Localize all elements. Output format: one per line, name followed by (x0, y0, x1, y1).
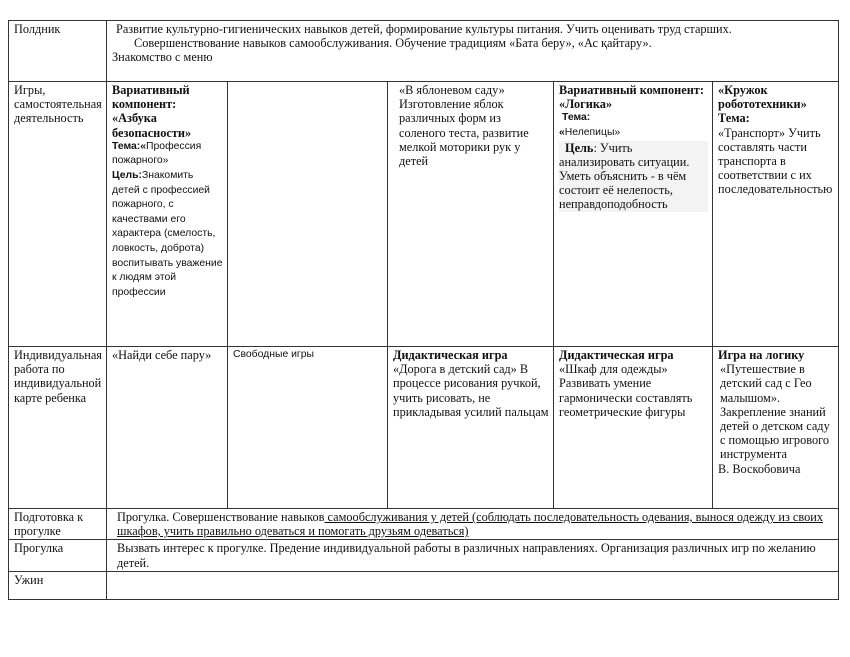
games-col-1-goal: Цель:Знакомить детей с профессией пожарного, с качествами его характера (смелость, ловкость, доброта) воспитывать уважение к людям этой профессии (112, 170, 223, 298)
games-col-4-theme-label: Тема: (562, 112, 591, 124)
games-col-1 (107, 82, 228, 347)
walk-content: Вызвать интерес к прогулке. Предение индивидуальной работы в различных направлениях. Организация различных игр по желанию детей. (107, 540, 839, 571)
row-label-walk: Прогулка (9, 540, 107, 571)
individual-col-4 (554, 347, 713, 509)
individual-col-3-text: «Дорога в детский сад» В процессе рисования ручкой, учить рисовать, не прикладывая усилий пальцам (393, 362, 549, 419)
row-label-prep: Подготовка к прогулке (9, 509, 107, 540)
games-col-1-title: Вариативный компонент: (112, 83, 190, 112)
individual-col-4-title: Дидактическая игра (559, 348, 674, 362)
individual-col-3-title: Дидактическая игра (393, 348, 508, 362)
poldnik-content (107, 21, 839, 82)
individual-col-5-author: В. Воскобовича (718, 461, 801, 476)
games-col-2 (228, 82, 388, 347)
games-col-5-text: «Транспорт» Учить составлять части транспорта в соответствии с их последовательностью (718, 125, 833, 197)
row-prep (9, 509, 839, 540)
prep-text-a: Прогулка. Совершенствование навыков (117, 510, 325, 524)
dinner-content (107, 571, 839, 599)
row-dinner (9, 571, 839, 599)
row-label-individual: Индивидуальная работа по индивидуальной карте ребенка (9, 347, 107, 509)
prep-content (107, 509, 839, 540)
games-col-4-title: Вариативный компонент: (559, 83, 704, 97)
row-poldnik (9, 21, 839, 82)
games-col-1-theme: Тема:«Профессия пожарного» (112, 140, 202, 167)
row-games (9, 82, 839, 347)
individual-col-5-text: «Путешествие в детский сад с Гео малышом». Закрепление знаний детей о детском саду с помощью игрового инструмента (720, 362, 830, 462)
row-walk (9, 540, 839, 571)
prep-text-b: самообслуживания у детей (соблюдать последовательность одевания, вынося одежду из своих шкафов, учить правильно одеваться и помогать друзьям одеваться) (117, 510, 823, 539)
games-col-4-subtitle: «Логика» (559, 97, 613, 112)
individual-col-4-text: «Шкаф для одежды» Развивать умение гармонически составлять геометрические фигуры (559, 362, 693, 419)
games-col-1-subtitle: «Азбука безопасности» (112, 111, 192, 140)
games-col-4-theme: «Нелепицы» (559, 127, 621, 138)
row-label-dinner: Ужин (9, 571, 107, 599)
games-col-5-title: «Кружок робототехники» (718, 83, 807, 112)
games-col-4 (554, 82, 713, 347)
individual-col-5-title: Игра на логику (718, 348, 805, 362)
row-label-games: Игры, самостоятельная деятельность (9, 82, 107, 347)
individual-col-5 (713, 347, 839, 509)
poldnik-line-3: Знакомство с меню (112, 50, 213, 65)
individual-col-3 (388, 347, 554, 509)
daily-plan-table (8, 20, 839, 600)
row-individual (9, 347, 839, 509)
games-col-5 (713, 82, 839, 347)
row-label-poldnik: Полдник (9, 21, 107, 82)
games-col-4-goal: Цель: Учить анализировать ситуации. Уметь объяснить - в чём состоит её нелепость, неправдоподобность (559, 141, 708, 212)
individual-col-1: «Найди себе пару» (107, 347, 228, 509)
poldnik-line-1: Развитие культурно-гигиенических навыков детей, формирование культуры питания. Учить оценивать труд старших. (116, 22, 732, 36)
individual-col-2: Свободные игры (228, 347, 388, 509)
poldnik-line-2: Совершенствование навыков самообслуживания. Обучение традициям «Бата беру», «Ас қайтару». (134, 36, 652, 51)
games-col-3: «В яблоневом саду» Изготовление яблок различных форм из соленого теста, развитие мелкой моторики рук у детей (388, 82, 554, 347)
games-col-5-theme-label: Тема: (718, 111, 750, 126)
